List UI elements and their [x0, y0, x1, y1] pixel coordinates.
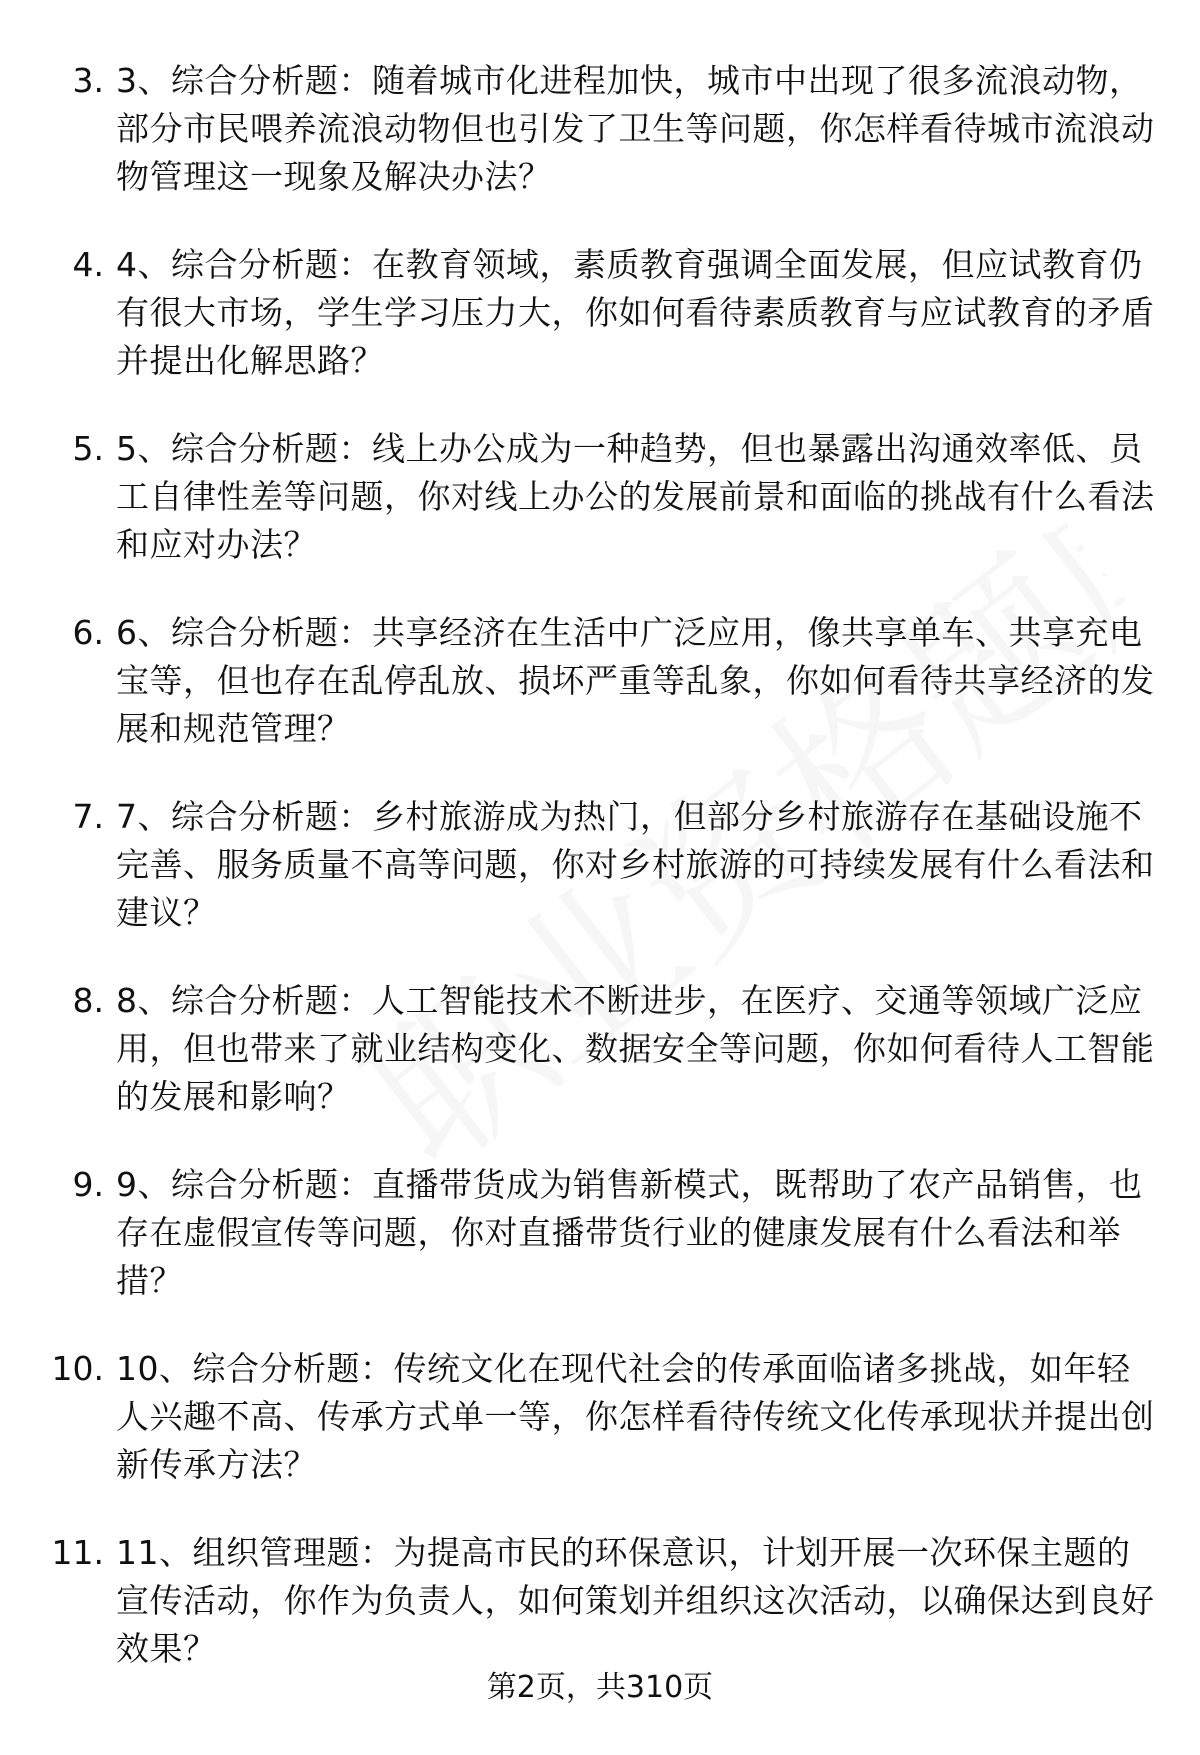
- question-text: 5、综合分析题：线上办公成为一种趋势，但也暴露出沟通效率低、员工自律性差等问题，你对线上办公的发展前景和面临的挑战有什么看法和应对办法？: [116, 429, 1155, 564]
- question-item: [0, 977, 1200, 1121]
- question-number: 4.: [72, 245, 104, 284]
- question-item: [0, 609, 1200, 753]
- question-item: [0, 57, 1200, 201]
- question-item: [0, 425, 1200, 569]
- page-footer: 第2页，共310页: [486, 1670, 714, 1705]
- question-number: 5.: [72, 429, 104, 468]
- question-item: [0, 793, 1200, 937]
- question-number: 9.: [72, 1165, 104, 1204]
- question-item: [0, 1529, 1200, 1673]
- question-list: [0, 57, 1200, 1713]
- question-text: 9、综合分析题：直播带货成为销售新模式，既帮助了农产品销售，也存在虚假宣传等问题，你对直播带货行业的健康发展有什么看法和举措？: [116, 1165, 1143, 1300]
- question-number: 8.: [72, 981, 104, 1020]
- question-number: 6.: [72, 613, 104, 652]
- question-text: 6、综合分析题：共享经济在生活中广泛应用，像共享单车、共享充电宝等，但也存在乱停乱放、损坏严重等乱象，你如何看待共享经济的发展和规范管理？: [116, 613, 1155, 748]
- question-item: [0, 1161, 1200, 1305]
- question-text: 4、综合分析题：在教育领域，素质教育强调全面发展，但应试教育仍有很大市场，学生学习压力大，你如何看待素质教育与应试教育的矛盾并提出化解思路？: [116, 245, 1155, 380]
- question-text: 10、综合分析题：传统文化在现代社会的传承面临诸多挑战，如年轻人兴趣不高、传承方式单一等，你怎样看待传统文化传承现状并提出创新传承方法？: [116, 1349, 1155, 1484]
- question-number: 7.: [72, 797, 104, 836]
- question-item: [0, 1345, 1200, 1489]
- question-number: 3.: [72, 61, 104, 100]
- question-text: 3、综合分析题：随着城市化进程加快，城市中出现了很多流浪动物，部分市民喂养流浪动物但也引发了卫生等问题，你怎样看待城市流浪动物管理这一现象及解决办法？: [116, 61, 1155, 196]
- question-text: 8、综合分析题：人工智能技术不断进步，在医疗、交通等领域广泛应用，但也带来了就业结构变化、数据安全等问题，你如何看待人工智能的发展和影响？: [116, 981, 1155, 1116]
- question-text: 7、综合分析题：乡村旅游成为热门，但部分乡村旅游存在基础设施不完善、服务质量不高等问题，你对乡村旅游的可持续发展有什么看法和建议？: [116, 797, 1155, 932]
- question-number: 11.: [51, 1533, 104, 1572]
- question-item: [0, 241, 1200, 385]
- question-text: 11、组织管理题：为提高市民的环保意识，计划开展一次环保主题的宣传活动，你作为负责人，如何策划并组织这次活动，以确保达到良好效果？: [116, 1533, 1155, 1668]
- question-number: 10.: [51, 1349, 104, 1388]
